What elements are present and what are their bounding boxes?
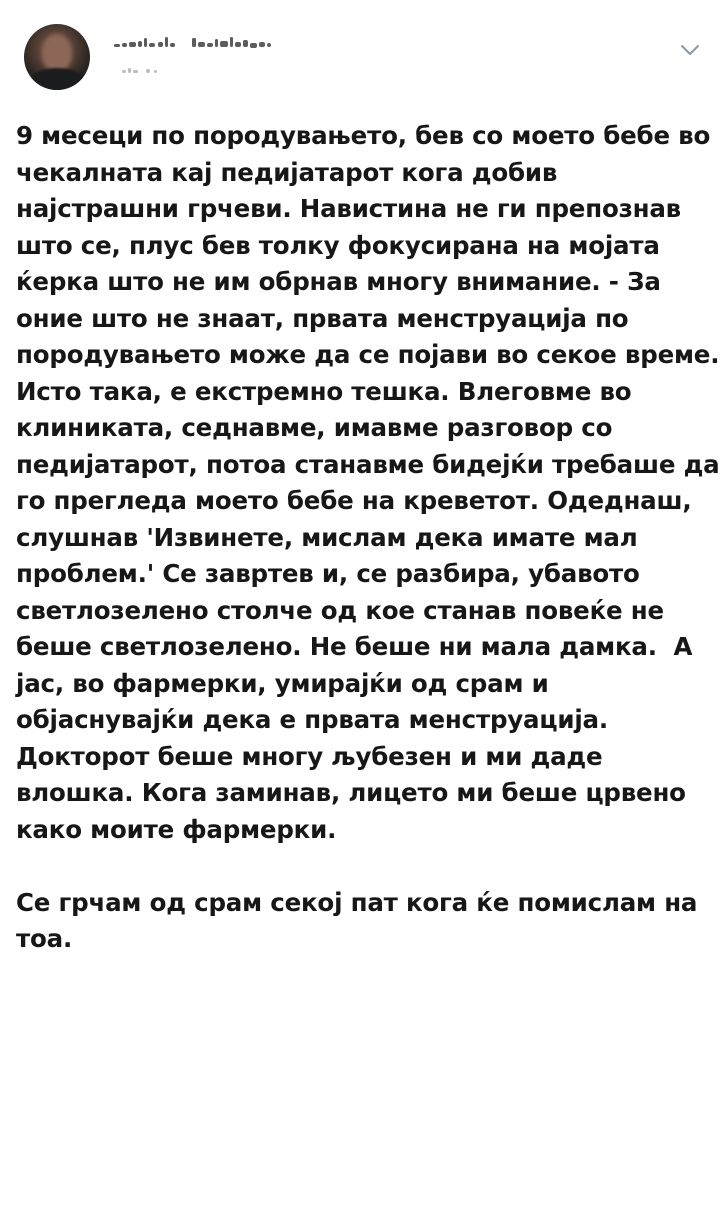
avatar-shoulders-shape bbox=[28, 68, 86, 90]
blurred-handle-scribble bbox=[120, 64, 194, 76]
tweet-header bbox=[24, 24, 708, 90]
tweet-paragraph: 9 месеци по породувањето, бев со моето бебе во чекалната кај педијатарот кога добив најстрашни грчеви. Навистина не ги препознав што се, плус бев толку фокусирана на мојата ќерка што не им обрнав многу внимание. - За оние што не знаат, првата менструација по породувањето може да се појави во секое време. Исто така, е екстремно тешка. Влеговме во клиниката, седнавме, имавме разговор со педијатарот, потоа станавме бидејќи требаше да го прегледа моето бебе на креветот. Одеднаш, слушнав 'Извинете, мислам дека имате мал проблем.' Се завртев и, се разбира, убавото светлозелено столче од кое станав повеќе не беше светлозелено. Не беше ни мала дамка. А јас, во фармерки, умирајќи од срам и објаснувајќи дека е првата менструација. Докторот беше многу љубезен и ми даде влошка. Кога заминав, лицето ми беше црвено како моите фармерки. bbox=[16, 121, 728, 844]
chevron-down-icon[interactable] bbox=[676, 36, 704, 64]
user-avatar[interactable] bbox=[24, 24, 90, 90]
tweet-text bbox=[16, 118, 728, 958]
blurred-display-name[interactable] bbox=[112, 35, 332, 51]
avatar-face-shape bbox=[42, 34, 72, 72]
blurred-name-scribble bbox=[112, 35, 332, 51]
chevron-down-glyph bbox=[680, 44, 700, 56]
tweet-paragraph: Се грчам од срам секој пат кога ќе помислам на тоа. bbox=[16, 887, 706, 953]
blurred-handle[interactable] bbox=[120, 64, 194, 76]
